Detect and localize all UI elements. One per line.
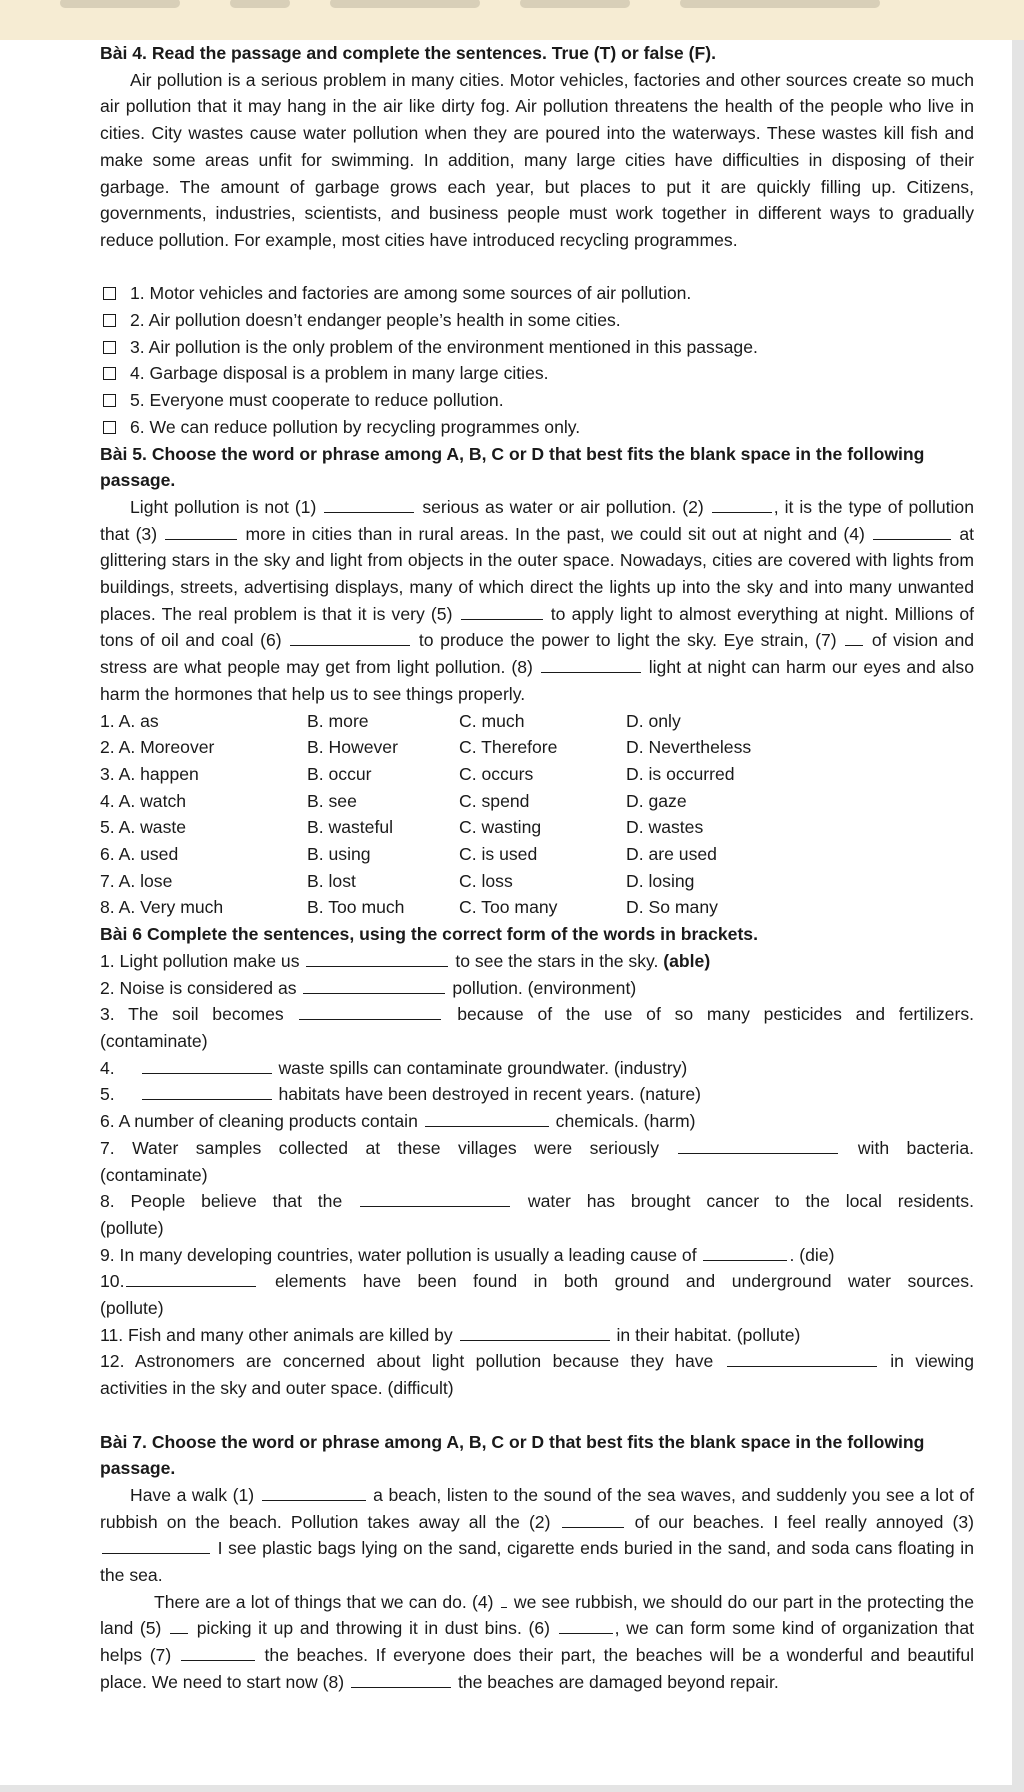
statement-text: 5. Everyone must cooperate to reduce pollution.	[130, 390, 504, 411]
option-b[interactable]: B. lost	[307, 870, 356, 891]
checkbox[interactable]	[103, 341, 116, 354]
ex6-title: Bài 6 Complete the sentences, using the correct form of the words in brackets.	[100, 924, 758, 945]
option-d[interactable]: D. only	[626, 710, 681, 731]
blank[interactable]	[541, 656, 641, 673]
statement-text: 6. We can reduce pollution by recycling programmes only.	[130, 416, 581, 437]
blank[interactable]	[360, 1190, 510, 1207]
checkbox[interactable]	[103, 421, 116, 434]
tf-statement[interactable]	[100, 414, 974, 441]
option-c[interactable]: C. Too many	[459, 897, 558, 918]
blank[interactable]	[102, 1537, 210, 1554]
ex6-items	[100, 948, 974, 1402]
blank[interactable]	[461, 603, 543, 620]
option-a[interactable]: 5. A. waste	[100, 817, 187, 838]
option-c[interactable]: C. occurs	[459, 763, 534, 784]
option-row	[100, 894, 974, 921]
option-b[interactable]: B. more	[307, 710, 369, 731]
option-c[interactable]: C. loss	[459, 870, 513, 891]
blank[interactable]	[727, 1350, 877, 1367]
ex4-passage: Air pollution is a serious problem in many cities. Motor vehicles, factories and other sources create so much air pollution that it may hang in the air like dirty fog. Air pollution threatens the health of the people who live in cities. City wastes cause water pollution when they are poured into the waterways. These wastes kill fish and make some areas unfit for swimming. In addition, many large cities have difficulties in disposing of their garbage. The amount of garbage grows each year, but places to put it are quickly filling up. Citizens, governments, industries, scientists, and business people must work together in different ways to gradually reduce pollution. For example, most cities have introduced recycling programmes.	[100, 69, 974, 250]
blank[interactable]	[501, 1591, 507, 1608]
tf-statement[interactable]	[100, 307, 974, 334]
tf-statement[interactable]	[100, 360, 974, 387]
checkbox[interactable]	[103, 367, 116, 380]
sentence-item-cont: activities in the sky and outer space. (difficult)	[100, 1378, 454, 1399]
statement-text: 4. Garbage disposal is a problem in many large cities.	[130, 363, 549, 384]
option-c[interactable]: C. spend	[459, 790, 530, 811]
ex7-passage-2: There are a lot of things that we can do. (4) we see rubbish, we should do our part in the protecting the land (5) picking it up and throwing it in dust bins. (6) , we can form some kind of organization that helps (7) the beaches. If everyone does their part, the beaches will be a wonderful and beautiful place. We need to start now (8) the beaches are damaged beyond repair.	[100, 1591, 975, 1692]
blank[interactable]	[170, 1617, 188, 1634]
blank[interactable]	[324, 496, 414, 513]
option-row	[100, 841, 974, 868]
blank[interactable]	[712, 496, 772, 513]
blank[interactable]	[299, 1003, 441, 1020]
tf-statement[interactable]	[100, 334, 974, 361]
ex4-title: Bài 4. Read the passage and complete the sentences. True (T) or false (F).	[100, 43, 716, 63]
blank[interactable]	[303, 977, 445, 994]
option-d[interactable]: D. Nevertheless	[626, 737, 752, 758]
option-d[interactable]: D. gaze	[626, 790, 687, 811]
blank[interactable]	[460, 1324, 610, 1341]
option-b[interactable]: B. Too much	[307, 897, 405, 918]
blank[interactable]	[306, 950, 448, 967]
sentence-item: 3. The soil becomes because of the use of so many pesticides and fertilizers.	[100, 1004, 975, 1025]
sentence-item: 9. In many developing countries, water pollution is usually a leading cause of . (die)	[100, 1244, 835, 1265]
previous-page-edge	[0, 0, 1024, 40]
blank[interactable]	[142, 1083, 272, 1100]
option-a[interactable]: 4. A. watch	[100, 790, 187, 811]
option-a[interactable]: 1. A. as	[100, 710, 159, 731]
blank[interactable]	[425, 1110, 549, 1127]
option-a[interactable]: 6. A. used	[100, 844, 179, 865]
option-row	[100, 788, 974, 815]
option-d[interactable]: D. are used	[626, 844, 717, 865]
worksheet-content	[100, 40, 974, 1696]
sentence-item-cont: (contaminate)	[100, 1031, 208, 1051]
option-c[interactable]: C. much	[459, 710, 525, 731]
ex4-statements	[100, 280, 974, 440]
option-row	[100, 814, 974, 841]
option-d[interactable]: D. So many	[626, 897, 718, 918]
sentence-item-cont: (contaminate)	[100, 1164, 208, 1185]
checkbox[interactable]	[103, 287, 116, 300]
sentence-item-cont: (pollute)	[100, 1298, 164, 1319]
statement-text: 1. Motor vehicles and factories are among some sources of air pollution.	[130, 283, 692, 304]
blank[interactable]	[126, 1270, 256, 1287]
blank[interactable]	[262, 1484, 366, 1501]
option-row	[100, 868, 974, 895]
sentence-item: 7. Water samples collected at these villages were seriously with bacteria.	[100, 1137, 975, 1158]
checkbox[interactable]	[103, 394, 116, 407]
blank[interactable]	[678, 1137, 838, 1154]
option-a[interactable]: 2. A. Moreover	[100, 737, 215, 758]
statement-text: 2. Air pollution doesn’t endanger people’s health in some cities.	[130, 310, 621, 331]
sentence-item: 10. elements have been found in both ground and underground water sources.	[100, 1271, 974, 1292]
blank[interactable]	[703, 1244, 787, 1261]
sentence-item: 2. Noise is considered as pollution. (environment)	[100, 977, 637, 998]
ex5-title: Bài 5. Choose the word or phrase among A, B, C or D that best fits the blank space in the following passage.	[100, 443, 925, 491]
blank[interactable]	[562, 1511, 624, 1528]
ex5-passage: Light pollution is not (1) serious as water or air pollution. (2) , it is the type of pollution that (3) more in cities than in rural areas. In the past, we could sit out at night and (4) at glittering stars in the sky and light from objects in the outer space. Nowadays, cities are covered with lights from buildings, streets, advertising displays, many of which direct the lights up into the sky and into many unwanted places. The real problem is that it is very (5) to apply light to almost everything at night. Millions of tons of oil and coal (6) to produce the power to light the sky. Eye strain, (7) of vision and stress are what people may get from light pollution. (8) light at night can harm our eyes and also harm the hormones that help us to see things properly.	[100, 496, 975, 704]
blank[interactable]	[142, 1057, 272, 1074]
option-a[interactable]: 7. A. lose	[100, 870, 173, 891]
option-row	[100, 761, 974, 788]
blank[interactable]	[165, 523, 237, 540]
blank[interactable]	[181, 1644, 255, 1661]
checkbox[interactable]	[103, 314, 116, 327]
option-b[interactable]: B. see	[307, 790, 357, 811]
sentence-item: 6. A number of cleaning products contain chemicals. (harm)	[100, 1111, 696, 1132]
option-c[interactable]: C. is used	[459, 844, 538, 865]
sentence-item: 4. waste spills can contaminate groundwater. (industry)	[100, 1057, 688, 1078]
tf-statement[interactable]	[100, 387, 974, 414]
option-c[interactable]: C. Therefore	[459, 737, 558, 758]
option-b[interactable]: B. occur	[307, 763, 372, 784]
option-row	[100, 734, 974, 761]
option-row	[100, 708, 974, 735]
sentence-item: 12. Astronomers are concerned about light pollution because they have in viewing	[100, 1351, 974, 1372]
sentence-item: 1. Light pollution make us to see the stars in the sky. (able)	[100, 950, 711, 971]
option-b[interactable]: B. using	[307, 844, 371, 865]
sentence-item: 11. Fish and many other animals are killed by in their habitat. (pollute)	[100, 1324, 801, 1345]
blank[interactable]	[873, 523, 951, 540]
option-a[interactable]: 8. A. Very much	[100, 897, 224, 918]
blank[interactable]	[290, 629, 410, 646]
option-d[interactable]: D. wastes	[626, 817, 704, 838]
option-d[interactable]: D. losing	[626, 870, 695, 891]
sentence-item-cont: (pollute)	[100, 1217, 164, 1238]
option-b[interactable]: B. However	[307, 737, 398, 758]
statement-text: 3. Air pollution is the only problem of the environment mentioned in this passage.	[130, 336, 758, 357]
sentence-item: 5. habitats have been destroyed in recent years. (nature)	[100, 1084, 701, 1105]
option-b[interactable]: B. wasteful	[307, 817, 394, 838]
option-d[interactable]: D. is occurred	[626, 763, 735, 784]
blank[interactable]	[351, 1671, 451, 1688]
option-c[interactable]: C. wasting	[459, 817, 542, 838]
ex5-options	[100, 708, 974, 922]
blank[interactable]	[559, 1617, 613, 1634]
ex7-title: Bài 7. Choose the word or phrase among A, B, C or D that best fits the blank space in the following passage.	[100, 1431, 925, 1479]
option-a[interactable]: 3. A. happen	[100, 763, 199, 784]
sentence-item: 8. People believe that the water has brought cancer to the local residents.	[100, 1191, 974, 1212]
tf-statement[interactable]	[100, 280, 974, 307]
blank[interactable]	[845, 629, 863, 646]
ex7-passage-1: Have a walk (1) a beach, listen to the sound of the sea waves, and suddenly you see a lot of rubbish on the beach. Pollution takes away all the (2) of our beaches. I feel really annoyed (3) I see plastic bags lying on the sand, cigarette ends buried in the sand, and soda cans floating in the sea.	[100, 1484, 975, 1586]
